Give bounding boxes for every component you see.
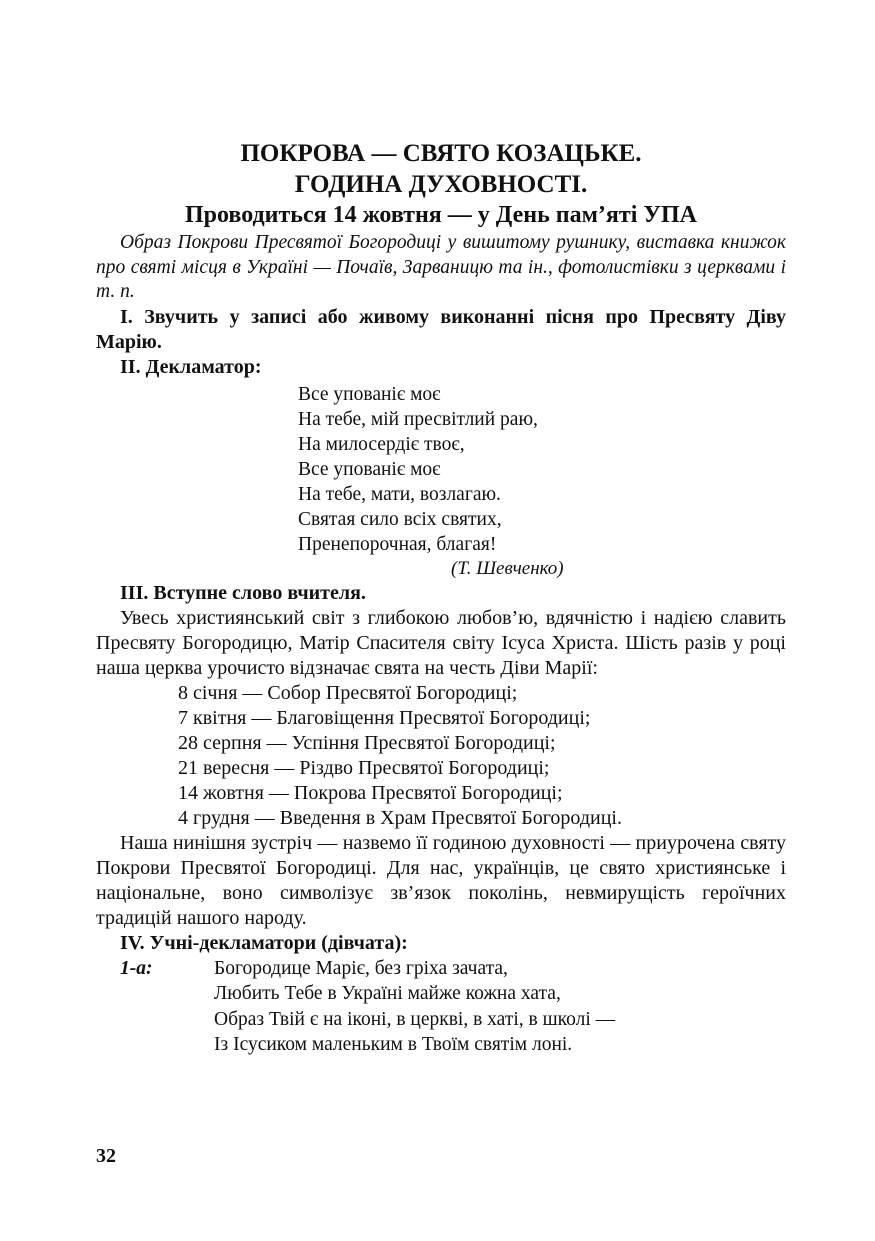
- verse-line: Любить Тебе в Україні майже кожна хата,: [214, 983, 561, 1004]
- intro-text: Образ Покрови Пресвятої Богородиці у вишитому рушнику, виставка книжок про святі місця в Україні — Почаїв, Зарваницю та ін., фотолистівки з церквами і т. п.: [96, 232, 786, 302]
- verse-1: [96, 956, 786, 1058]
- section-4-heading: IV. Учні-декламатори (дівчата):: [120, 931, 408, 954]
- poem-line: Пренепорочная, благая!: [298, 533, 497, 555]
- verse-line: Богородице Маріє, без гріха зачата,: [214, 957, 508, 979]
- list-item: 8 січня — Собор Пресвятої Богородиці;: [178, 681, 518, 704]
- section-1-heading: I. Звучить у записі або живому виконанні пісня про Пресвяту Діву Марію.: [96, 305, 786, 353]
- paragraph-2: Наша нинішня зустріч — назвемо її годиною духовності — приурочена святу Покрови Пресвятої Богородиці. Для нас, українців, це свято християнське і національне, воно символізує зв’язок поколінь, невмирущість героїчних традицій нашого народу.: [96, 831, 786, 929]
- poem: [298, 382, 786, 557]
- list-item: 21 вересня — Різдво Пресвятої Богородиці;: [178, 756, 550, 779]
- title-line-2: ГОДИНА ДУХОВНОСТІ.: [294, 171, 588, 198]
- page-number: 32: [96, 1145, 116, 1167]
- poem-line: Все упованіє моє: [298, 458, 441, 480]
- paragraph-1: Увесь християнський світ з глибокою любов’ю, вдячністю і надією славить Пресвяту Богородицю, Матір Спасителя світу Ісуса Христа. Шість разів у році наша церква урочисто відзначає свята на честь Діви Марії:: [96, 606, 786, 679]
- list-item: 7 квітня — Благовіщення Пресвятої Богородиці;: [178, 706, 591, 729]
- list-item: 28 серпня — Успіння Пресвятої Богородиці;: [178, 731, 556, 754]
- list-item: 14 жовтня — Покрова Пресвятої Богородиці;: [178, 781, 563, 804]
- section-2-heading: II. Декламатор:: [120, 355, 262, 378]
- verse-line: Образ Твій є на іконі, в церкві, в хаті, в школі —: [214, 1008, 616, 1030]
- poem-line: На милосердіє твоє,: [298, 433, 465, 455]
- page-content: [96, 138, 786, 1058]
- title-line-1: ПОКРОВА — СВЯТО КОЗАЦЬКЕ.: [240, 140, 642, 167]
- poem-line: Святая сило всіх святих,: [298, 508, 502, 530]
- list-item: 4 грудня — Введення в Храм Пресвятої Богородиці.: [178, 806, 622, 829]
- holiday-list: [178, 681, 786, 831]
- verse-line: Із Ісусиком маленьким в Твоїм святім лоні.: [214, 1034, 573, 1055]
- subtitle: Проводиться 14 жовтня — у День пам’яті УПА: [185, 202, 697, 228]
- poem-line: На тебе, мати, возлагаю.: [298, 483, 501, 505]
- section-3-heading: III. Вступне слово вчителя.: [120, 581, 366, 604]
- poem-line: Все упованіє моє: [298, 383, 441, 405]
- verse-1-label: 1-а:: [120, 957, 153, 979]
- poem-author: (Т. Шевченко): [451, 557, 564, 579]
- poem-line: На тебе, мій пресвітлий раю,: [298, 408, 538, 430]
